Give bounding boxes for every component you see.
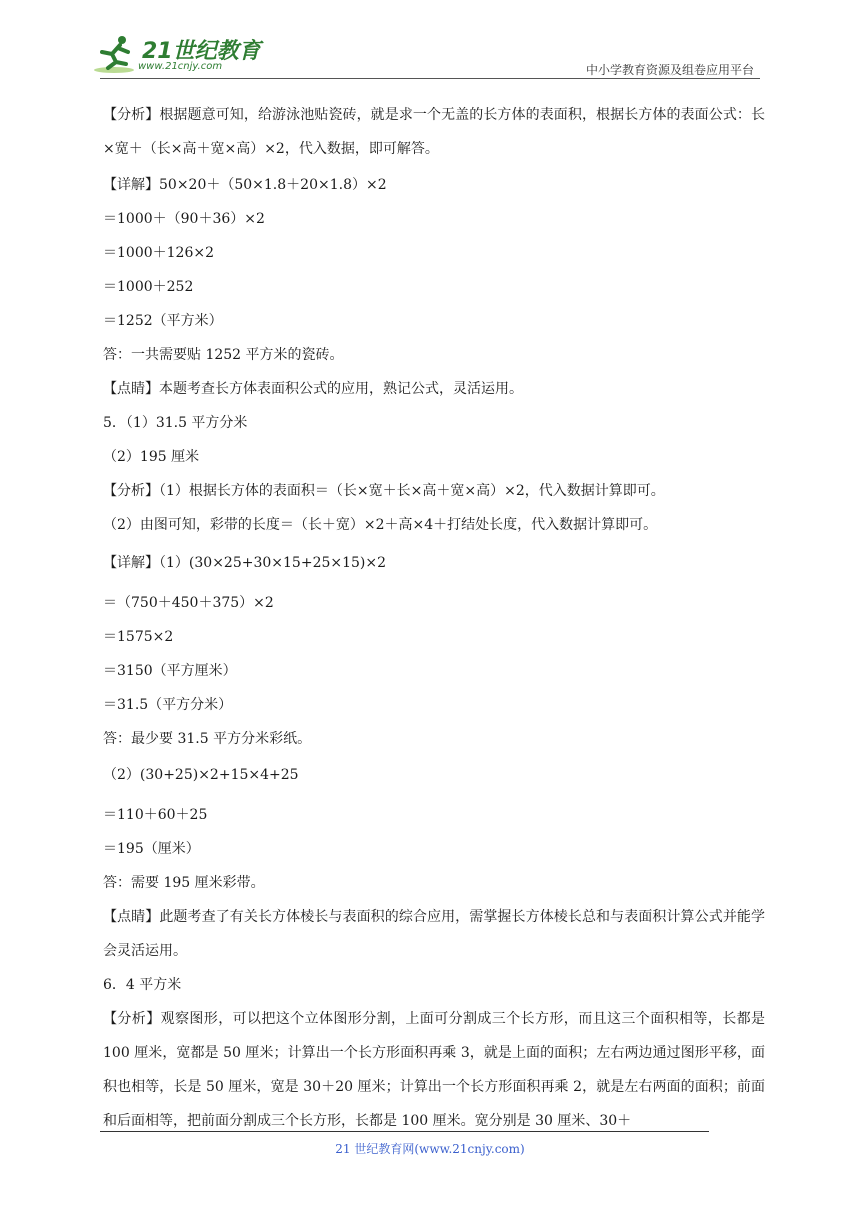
calc-line: ＝（750＋450＋375）×2 — [103, 595, 274, 611]
logo-url: www.21cnjy.com — [138, 61, 223, 72]
comment-paragraph: 【点睛】此题考查了有关长方体棱长与表面积的综合应用，需掌握长方体棱长总和与表面积计算公式并能学会灵活运用。 — [103, 909, 765, 959]
math-formula: (30×25+30×15+25×15)×2 — [188, 555, 387, 571]
detail-line: 【详解】50×20＋（50×1.8＋20×1.8）×2 — [103, 177, 387, 193]
comment-line: 【点睛】本题考查长方体表面积公式的应用，熟记公式，灵活运用。 — [103, 381, 523, 397]
calc-line: ＝1575×2 — [103, 629, 174, 645]
header-divider — [100, 78, 760, 79]
answer-line: （2）195 厘米 — [103, 449, 200, 465]
detail-line — [103, 554, 386, 573]
math-formula: (30+25)×2+15×4+25 — [139, 767, 299, 783]
analysis-line: 【分析】（1）根据长方体的表面积＝（长×宽＋长×高＋宽×高）×2，代入数据计算即可。 — [103, 483, 665, 499]
calc-line: ＝31.5（平方分米） — [103, 697, 233, 713]
logo-text: 21世纪教育 — [142, 39, 261, 64]
analysis-paragraph-6: 【分析】观察图形，可以把这个立体图形分割，上面可分割成三个长方形，而且这三个面积相等，长都是 100 厘米，宽都是 50 厘米；计算出一个长方形面积再乘 3，就是上面的面积；左右两边通过图形平移，面积也相等，长是 50 厘米，宽是 30＋20 厘米；计算出一个长方形面积再乘 2，就是左右两面的面积；前面和后面相等，把前面分割成三个长方形，长都是 100 厘米。宽分别是 30 厘米、30＋ — [103, 1011, 765, 1129]
answer-line: 答：一共需要贴 1252 平方米的瓷砖。 — [103, 347, 344, 363]
detail-label: （2） — [103, 767, 140, 783]
calc-line: ＝1000＋252 — [103, 279, 194, 295]
answer-line: 答：需要 195 厘米彩带。 — [103, 875, 265, 891]
question-heading: 5．（1）31.5 平方分米 — [103, 415, 248, 431]
analysis-paragraph-4: 【分析】根据题意可知，给游泳池贴瓷砖，就是求一个无盖的长方体的表面积，根据长方体的表面公式：长×宽＋（长×高＋宽×高）×2，代入数据，即可解答。 — [103, 107, 765, 157]
calc-line: ＝195（厘米） — [103, 841, 200, 857]
page-header — [0, 0, 860, 80]
site-tagline: 中小学教育资源及组卷应用平台 — [585, 63, 754, 77]
calc-line: ＝1252（平方米） — [103, 313, 223, 329]
footer-text[interactable]: 21 世纪教育网(www.21cnjy.com) — [335, 1142, 525, 1156]
calc-line: ＝1000＋126×2 — [103, 245, 214, 261]
calc-line: ＝110＋60＋25 — [103, 807, 208, 823]
answer-line: 答：最少要 31.5 平方分米彩纸。 — [103, 731, 312, 747]
footer-divider — [100, 1131, 709, 1132]
calc-line: ＝1000＋（90＋36）×2 — [103, 211, 265, 227]
runner-logo-icon — [92, 34, 142, 74]
detail-label: 【详解】（1） — [103, 555, 189, 571]
calc-line — [103, 766, 299, 785]
question-heading: 6．4 平方米 — [103, 977, 182, 993]
site-logo[interactable] — [92, 34, 292, 76]
calc-line: ＝3150（平方厘米） — [103, 663, 237, 679]
analysis-line: （2）由图可知，彩带的长度＝（长＋宽）×2＋高×4＋打结处长度，代入数据计算即可。 — [103, 517, 658, 533]
